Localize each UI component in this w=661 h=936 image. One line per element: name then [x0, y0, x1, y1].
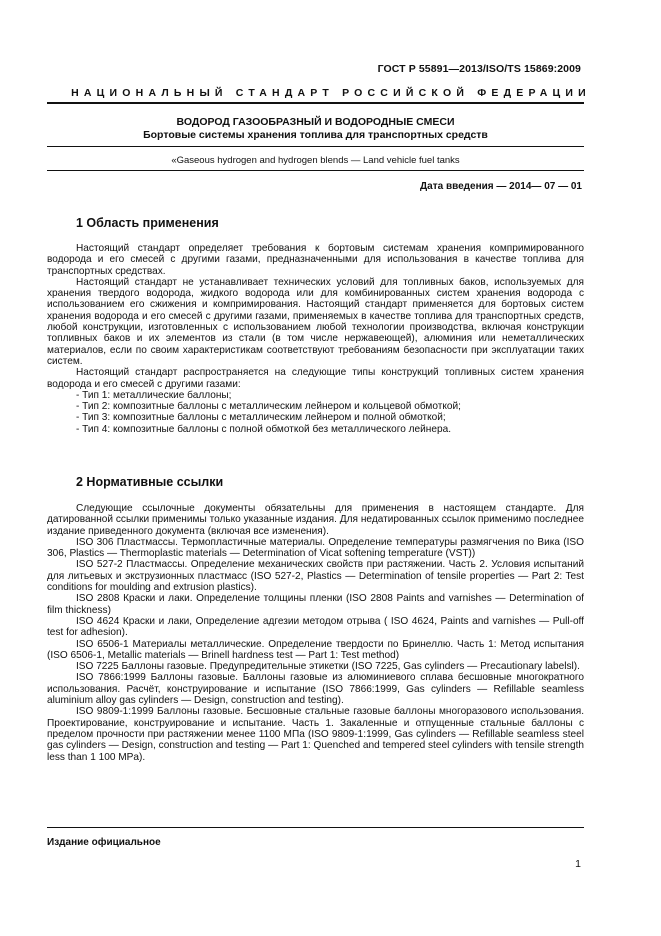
title-rule-top: [47, 146, 584, 147]
list-item: - Тип 3: композитные баллоны с металлическим лейнером и полной обмоткой;: [76, 412, 446, 424]
national-standard-banner: НАЦИОНАЛЬНЫЙ СТАНДАРТ РОССИЙСКОЙ ФЕДЕРАЦИИ: [71, 87, 591, 99]
paragraph: Настоящий стандарт распространяется на следующие типы конструкций топливных систем хранения водорода и его смесей с другими газами:: [47, 367, 584, 390]
reference-item: ISO 7866:1999 Баллоны газовые. Баллоны газовые из алюминиевого сплава бесшовные многократного использования. Расчёт, конструирование и испытание (ISO 7866:1999, Gas cylinders — Refillable seamless aluminium alloy gas cylinders — Design, construction and testing).: [47, 672, 584, 707]
reference-item: ISO 6506-1 Материалы металлические. Определение твердости по Бринеллю. Часть 1: Метод испытания (ISO 6506-1, Metallic materials — Brinell hardness test — Part 1: Test method): [47, 638, 584, 661]
standard-designation: ГОСТ Р 55891—2013/ISO/TS 15869:2009: [377, 63, 581, 75]
introduction-date: Дата введения — 2014— 07 — 01: [420, 181, 582, 192]
list-item: - Тип 4: композитные баллоны с полной обмоткой без металлического лейнера.: [76, 423, 452, 435]
document-subtitle: Бортовые системы хранения топлива для транспортных средств: [143, 129, 488, 141]
list-item: - Тип 1: металлические баллоны;: [76, 389, 232, 401]
header-rule: [47, 102, 584, 104]
document-title: ВОДОРОД ГАЗООБРАЗНЫЙ И ВОДОРОДНЫЕ СМЕСИ: [176, 116, 455, 128]
page-number: 1: [575, 858, 581, 870]
footer-rule: [47, 827, 584, 828]
section-heading: 2 Нормативные ссылки: [76, 475, 224, 489]
official-edition-label: Издание официальное: [47, 837, 161, 848]
reference-item: ISO 4624 Краски и лаки, Определение адгезии методом отрыва ( ISO 4624, Paints and varnishes — Pull-off test for adhesion).: [47, 615, 584, 639]
section-heading: 1 Область применения: [76, 216, 219, 230]
reference-item: ISO 9809-1:1999 Баллоны газовые. Бесшовные стальные газовые баллоны многоразового использования. Проектирование, конструирование и испытание. Часть 1. Закаленные и отпущенные стальные баллоны с пределом прочности при растяжении менее 1100 МПа (ISO 9809-1:1999, Gas cylinders — Refillable seamless steel gas cylinders — Design, construction and testing — Part 1: Quenched and tempered steel cylinders with tensile strength less than 1 100 MPa).: [47, 706, 584, 763]
reference-item: ISO 7225 Баллоны газовые. Предупредительные этикетки (ISO 7225, Gas cylinders — Precautionary labelsl).: [76, 661, 580, 673]
paragraph: Настоящий стандарт определяет требования к бортовым системам хранения компримированного водорода и его смесей с другими газами, предназначенными для использования в качестве топлива для транспортных средствах.: [47, 243, 584, 277]
reference-item: ISO 306 Пластмассы. Термопластичные материалы. Определение температуры размягчения по Вика (ISO 306, Plastics — Thermoplastic materials — Determination of Vicat softening temperature (VST)): [47, 536, 584, 560]
paragraph: Настоящий стандарт не устанавливает технических условий для топливных баков, используемых для хранения твердого водорода, жидкого водорода или для комбинированных систем хранения водорода с использованием его сжижения и компримирования. Настоящий стандарт применяется для бортовых систем хранения водорода и его смесей с другими газами, применяемых в качестве топлива для транспортных средств, любой конструкции, изготовленных с использованием любой технологии производства, включая конструкции топливных баков и их элементов из стали (в том числе нержавеющей), алюминия или неметаллических материалов, если по своим характеристикам соответствуют требованиям безопасности при эксплуатации таких систем.: [47, 276, 584, 367]
reference-item: ISO 527-2 Пластмассы. Определение механических свойств при растяжении. Часть 2. Условия испытаний для литьевых и экструзионных пластмасс (ISO 527-2, Plastics — Determination of tensile properties — Part 2: Test conditions for moulding and extrusion plastics).: [47, 559, 584, 594]
section-scope: [47, 216, 584, 435]
reference-item: ISO 2808 Краски и лаки. Определение толщины пленки (ISO 2808 Paints and varnishes — Determination of film thickness): [47, 593, 584, 616]
title-rule-bottom: [47, 170, 584, 171]
english-title: «Gaseous hydrogen and hydrogen blends — Land vehicle fuel tanks: [171, 155, 460, 166]
list-item: - Тип 2: композитные баллоны с металлическим лейнером и кольцевой обмоткой;: [76, 401, 461, 413]
paragraph: Следующие ссылочные документы обязательны для применения в настоящем стандарте. Для датированной ссылки применимы только указанные издания. Для недатированных ссылок применимо последнее издание приведенного документа (включая все изменения).: [47, 503, 584, 537]
section-references: [47, 475, 584, 763]
